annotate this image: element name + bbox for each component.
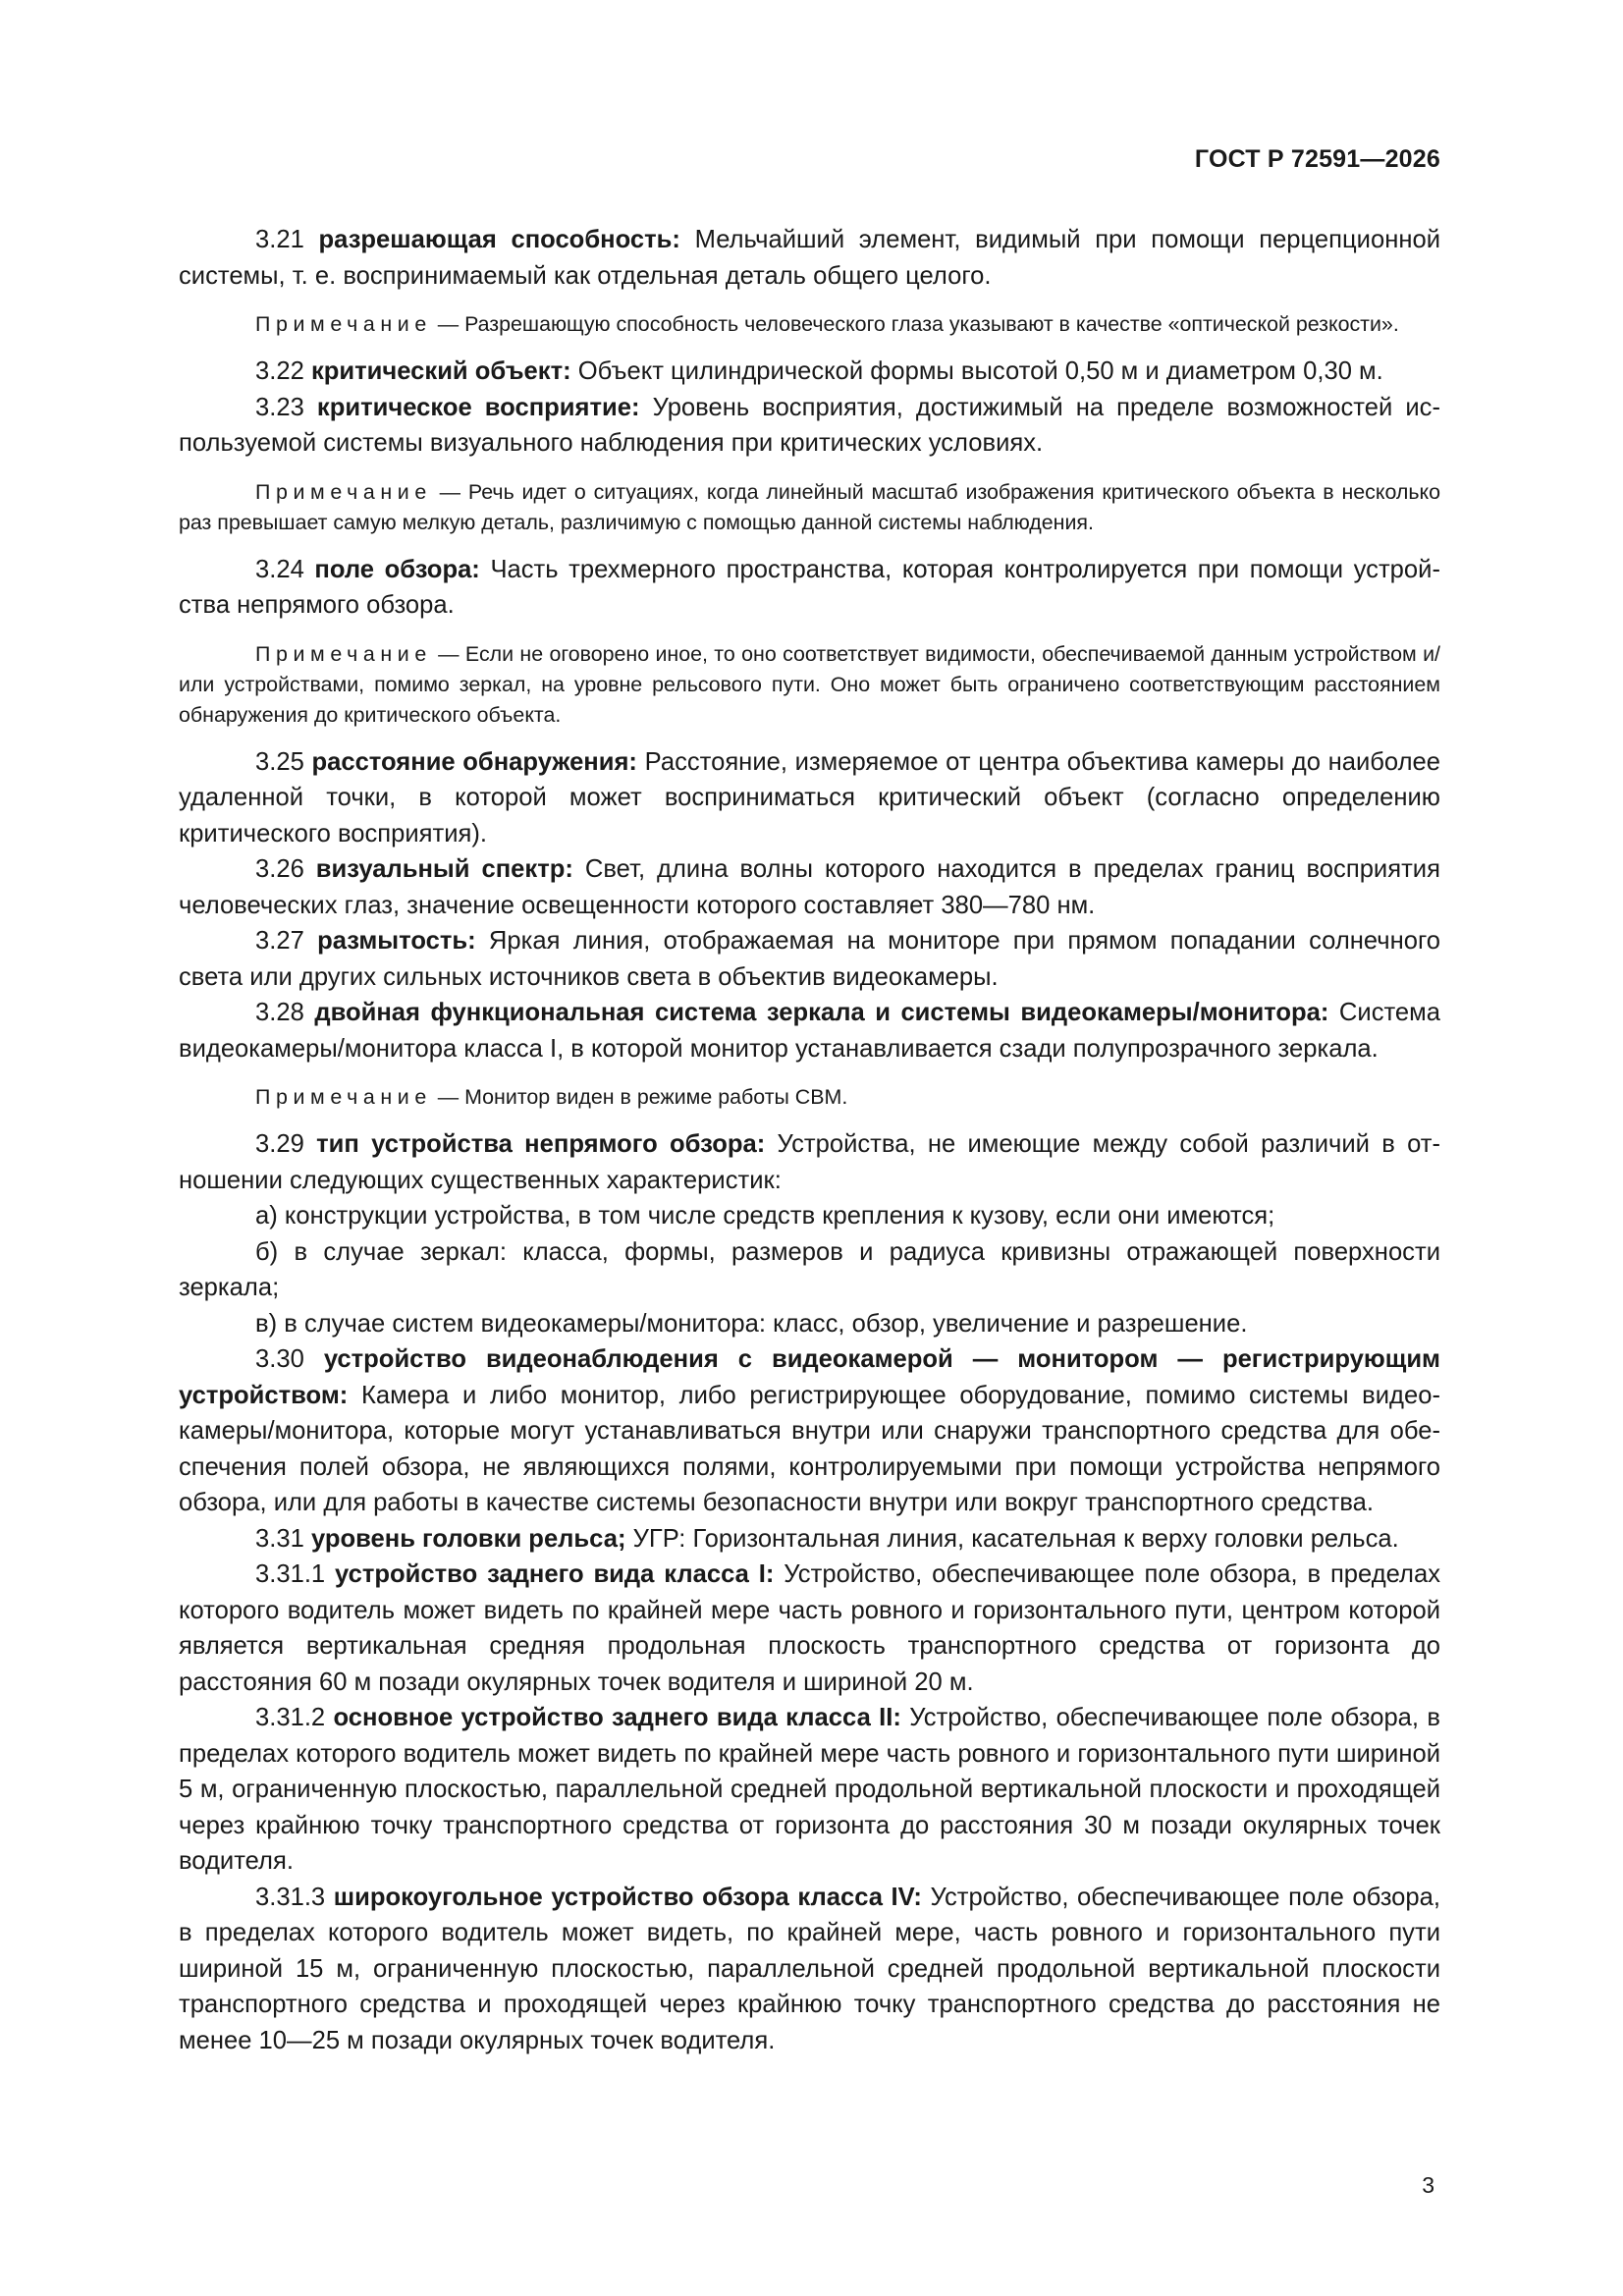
definition-text: Свет, длина волны которого находится в пределах границ восприятия человеческих глаз, значение освещенности которого составляет 380—780 нм. [179, 855, 1440, 919]
clause-number: 3.31.2 [255, 1704, 326, 1731]
clause-number: 3.24 [255, 555, 304, 583]
term: поле обзора: [314, 555, 480, 583]
term: уровень головки рельса; [310, 1524, 626, 1553]
definition-3-28 [179, 995, 1440, 1066]
definition-text: Часть трехмерного пространства, которая контролируется при помощи устройства непрямого обзора. [179, 555, 1440, 619]
note-text: — Монитор виден в режиме работы СВМ. [437, 1085, 848, 1109]
term: тип устройства непрямого обзора: [316, 1130, 766, 1158]
term: устройство видеонаблюдения с видеокамерой — монитором — регистрирующим устройством: [179, 1345, 1440, 1409]
definition-3-31 [179, 1521, 1440, 1558]
clause-number: 3.21 [255, 226, 304, 253]
definition-3-29 [179, 1126, 1440, 1198]
clause-number: 3.28 [255, 999, 304, 1026]
list-item-v: в) в случае систем видеокамеры/монитора: класс, обзор, увеличение и разрешение. [255, 1309, 1248, 1338]
definition-3-22 [179, 354, 1440, 390]
definition-3-31-2 [179, 1700, 1440, 1880]
clause-number: 3.22 [255, 357, 304, 385]
definition-text: Система видеокамеры/монитора класса I, в которой монитор устанавливается сзади полупрозрачного зеркала. [179, 999, 1440, 1063]
definition-3-31-1 [179, 1557, 1440, 1700]
clause-number: 3.25 [255, 747, 304, 776]
clause-number: 3.27 [255, 927, 304, 955]
note-label: Примечание [255, 641, 432, 666]
document-body [179, 222, 1440, 2058]
definition-3-30 [179, 1341, 1440, 1521]
clause-number: 3.26 [255, 855, 304, 883]
definition-text: Устройства, не имеющие между собой различий в отношении следующих существенных характеристик: [179, 1130, 1441, 1194]
definition-3-25 [179, 744, 1440, 852]
definition-text: Расстояние, измеряемое от центра объектива камеры до наиболее удаленной точки, в которой может восприниматься критический объект (согласно определению критического восприятия). [179, 747, 1440, 847]
clause-number: 3.31.1 [255, 1560, 326, 1588]
note-label: Примечание [255, 1085, 432, 1109]
definition-text: Мельчайший элемент, видимый при помощи перцепционной системы, т. е. воспринимаемый как отдельная деталь общего целого. [179, 226, 1440, 290]
definition-text: Объект цилиндрической формы высотой 0,50 м и диаметром 0,30 м. [577, 357, 1383, 385]
definition-3-23 [179, 390, 1440, 462]
definition-3-21 [179, 222, 1440, 294]
clause-number: 3.23 [255, 393, 304, 421]
note-text: — Разрешающую способность человеческого глаза указывают в качестве «оптической резкости». [437, 312, 1399, 336]
note [179, 1082, 1440, 1113]
term: разрешающая способность: [318, 226, 680, 253]
clause-number: 3.31.3 [255, 1883, 326, 1911]
clause-number: 3.29 [255, 1130, 304, 1158]
definition-text: Уровень восприятия, достижимый на пределе возможностей используемой системы визуального наблюдения при критических условиях. [179, 393, 1440, 457]
term: критическое восприятие: [316, 393, 640, 421]
definition-text: Устройство, обеспечивающее поле обзора, в пределах которого водитель может видеть по крайней мере часть ровного и горизонтального пути, центром которой является вертикальная средняя продольная плоскость транспортного средства от горизонта до расстояния 60 м позади окулярных точек водителя и шириной 20 м. [179, 1560, 1440, 1696]
standard-designation: ГОСТ Р 72591—2026 [1194, 145, 1440, 173]
definition-3-24 [179, 552, 1440, 624]
note [179, 477, 1440, 538]
definition-text: Устройство, обеспечивающее поле обзора, в пределах которого водитель может видеть по крайней мере часть ровного и горизонтального пути шириной 5 м, ограниченную плоскостью, параллельной средней продольной вертикальной плоскости и проходящей через крайнюю точку транспортного средства от горизонта до расстояния 30 м позади окулярных точек водителя. [179, 1704, 1440, 1875]
page-number: 3 [1422, 2172, 1434, 2198]
definition-text: Яркая линия, отображаемая на мониторе при прямом попадании солнечного света или других сильных источников света в объектив видеокамеры. [179, 927, 1440, 991]
note-text: — Если не оговорено иное, то оно соответствует видимости, обеспечиваемой данным устройством и/или устройствами, помимо зеркал, на уровне рельсового пути. Оно может быть ограничено соответствующим расстоянием обнаружения до критического объекта. [179, 641, 1440, 727]
term: двойная функциональная система зеркала и системы видеокамеры/монитора: [314, 999, 1329, 1026]
definition-text: УГР: Горизонтальная линия, касательная к верху головки рельса. [632, 1524, 1399, 1553]
clause-number: 3.31 [255, 1524, 304, 1553]
definition-text: Устройство, обеспечивающее поле обзора, в пределах которого водитель может видеть, по крайней мере, часть ровного и горизонтального пути шириной 15 м, ограниченную плоскостью, параллельной средней продольной вертикальной плоскости транспортного средства и проходящей через крайнюю точку транспортного средства до расстояния не менее 10—25 м позади окулярных точек водителя. [179, 1883, 1440, 2054]
list-item-a: а) конструкции устройства, в том числе средств крепления к кузову, если они имеются; [255, 1202, 1275, 1230]
definition-3-26 [179, 851, 1440, 923]
term: устройство заднего вида класса I: [335, 1560, 775, 1588]
note [179, 309, 1440, 340]
term: широкоугольное устройство обзора класса IV: [333, 1883, 922, 1911]
term: основное устройство заднего вида класса II: [333, 1704, 901, 1731]
term: расстояние обнаружения: [311, 747, 637, 776]
note-label: Примечание [255, 312, 432, 336]
clause-number: 3.30 [255, 1345, 304, 1373]
definition-3-27 [179, 923, 1440, 995]
definition-3-31-3 [179, 1880, 1440, 2059]
term: размытость: [317, 927, 476, 955]
note-text: — Речь идет о ситуациях, когда линейный масштаб изображения критического объекта в несколько раз превышает самую мелкую деталь, различимую с помощью данной системы наблюдения. [179, 479, 1440, 534]
term: визуальный спектр: [315, 855, 573, 883]
note [179, 639, 1440, 731]
definition-text: Камера и либо монитор, либо регистрирующее оборудование, помимо системы видеокамеры/монитора, которые могут устанавливаться внутри или снаружи транспортного средства для обеспечения полей обзора, не являющихся полями, контролируемыми при помощи устройства непрямого обзора, или для работы в качестве системы безопасности внутри или вокруг транспортного средства. [179, 1381, 1440, 1516]
list-item-b: б) в случае зеркал: класса, формы, размеров и радиуса кривизны отражающей поверхности зеркала; [179, 1237, 1440, 1301]
term: критический объект: [310, 357, 571, 385]
note-label: Примечание [255, 479, 432, 504]
